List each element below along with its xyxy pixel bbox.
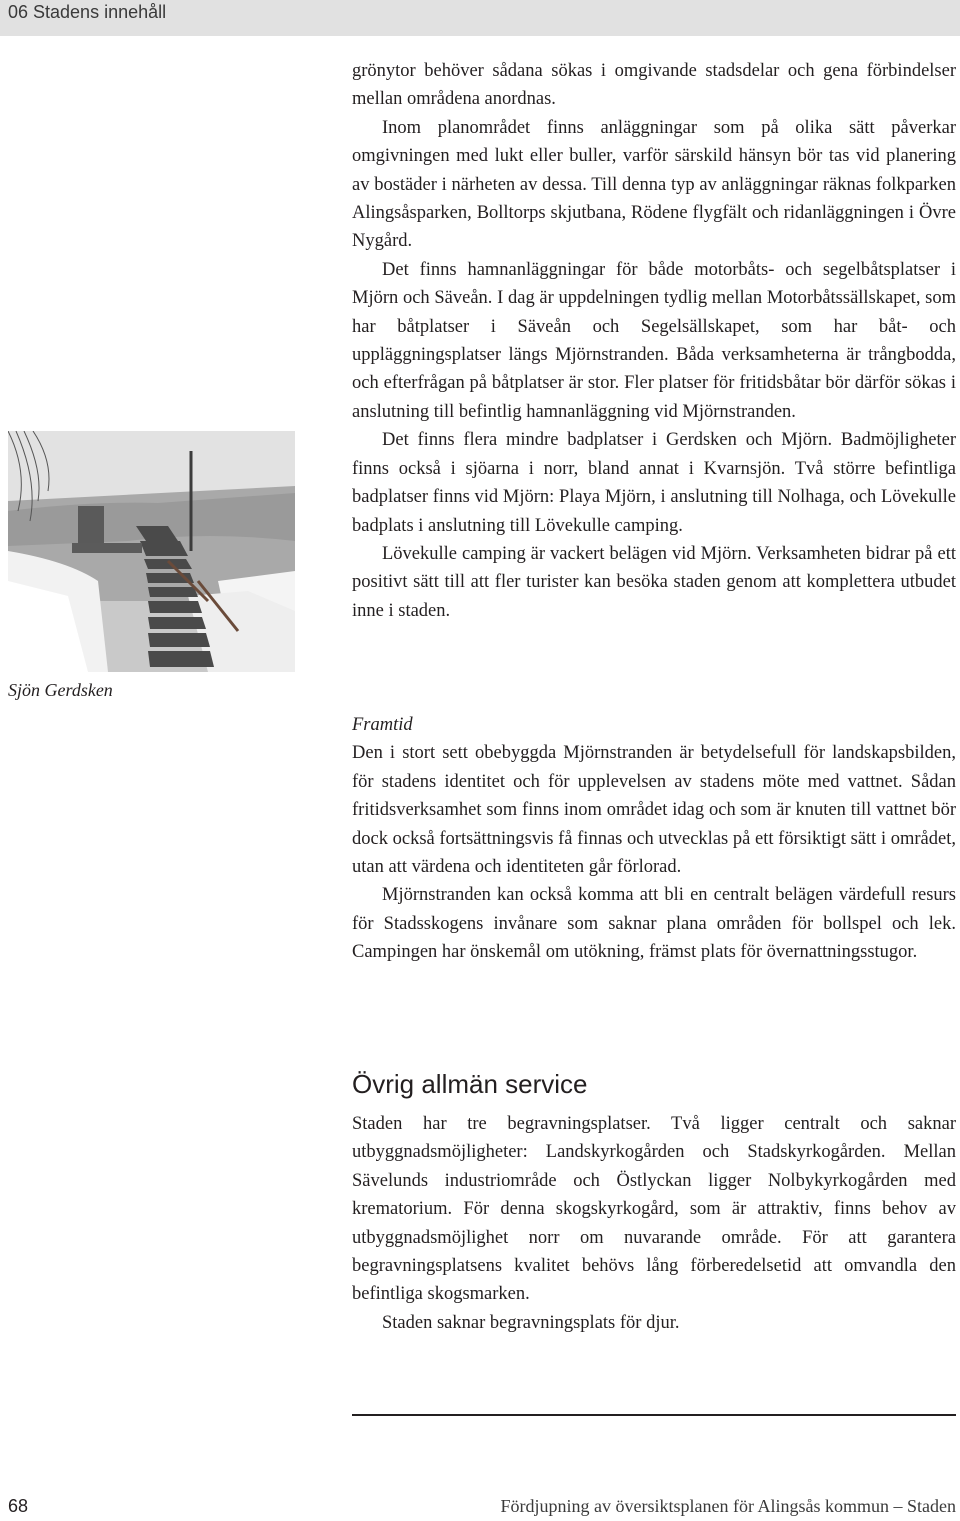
lake-photo <box>8 431 295 672</box>
footer-divider <box>352 1414 956 1416</box>
section-header: 06 Stadens innehåll <box>8 2 167 22</box>
framtid-heading: Framtid <box>352 715 413 735</box>
body-column-1 <box>352 57 956 625</box>
header-bar <box>0 0 960 36</box>
paragraph: Inom planområdet finns anläggningar som på olika sätt påverkar omgivningen med lukt eller buller, varför särskild hänsyn bör tas vid planering av bostäder i närheten av dessa. Till denna typ av anläggningar räknas folkparken Alingsåsparken, Bolltorps skjutbana, Rödene flygfält och ridanläggningen i Övre Nygård. <box>352 117 956 252</box>
paragraph: Mjörnstranden kan också komma att bli en centralt belägen värdefull resurs för Stadsskogens invånare som saknar plana områden för bollspel och lek. Campingen har önskemål om utökning, främst plats för övernattningsstugor. <box>352 885 956 963</box>
paragraph: Det finns hamnanläggningar för både motorbåts- och segelbåtsplatser i Mjörn och Säveån. I dag är uppdelningen tydlig mellan Motorbåtssällskapet, som har båtplatser i Säveån och Segelsällskapet, som har båt- och uppläggningsplatser längs Mjörnstranden. Båda verksamheterna är trångbodda, och efterfrågan på båtplatser är stor. Fler platser för fritidsbåtar bör därför sökas i anslutning till befintlig hamnanläggning vid Mjörnstranden. <box>352 259 956 422</box>
footer-document-title: Fördjupning av översiktsplanen för Alingsås kommun – Staden <box>500 1496 956 1516</box>
service-section <box>352 1110 956 1337</box>
framtid-section <box>352 711 956 967</box>
section-title: Övrig allmän service <box>352 1069 588 1099</box>
paragraph: Den i stort sett obebyggda Mjörnstranden är betydelsefull för landskapsbilden, för stadens identitet och för upplevelsen av stadens möte med vattnet. Sådan fritidsverksamhet som finns inom området idag och som är knuten till vattnet bör dock också fortsättningsvis få finnas och utvecklas på ett försiktigt sätt i området, utan att värdena och identiteten går förlorad. <box>352 743 956 878</box>
paragraph: grönytor behöver sådana sökas i omgivande stadsdelar och gena förbindelser mellan områdena anordnas. <box>352 61 956 110</box>
photo-caption: Sjön Gerdsken <box>8 680 113 700</box>
paragraph: Det finns flera mindre badplatser i Gerdsken och Mjörn. Badmöjligheter finns också i sjöarna i norr, bland annat i Kvarnsjön. Två större befintliga badplatser finns vid Mjörn: Playa Mjörn, i anslutning till Nolhaga, och Lövekulle badplats i anslutning till Lövekulle camping. <box>352 430 956 536</box>
paragraph: Staden saknar begravningsplats för djur. <box>382 1312 680 1333</box>
page-number: 68 <box>8 1496 29 1516</box>
paragraph: Lövekulle camping är vackert belägen vid Mjörn. Verksamheten bidrar på ett positivt sätt till att fler turister kan besöka staden genom att komplettera utbudet inne i staden. <box>352 543 956 621</box>
paragraph: Staden har tre begravningsplatser. Två ligger centralt och saknar utbyggnadsmöjligheter: Landskyrkogården och Stadskyrkogården. Mellan Sävelunds industriområde och Östlyckan ligger Nolbykyrkogården med krematorium. För denna skogskyrkogård, som är attraktiv, finns behov av utbyggnadsmöjlighet norr om nuvarande område. För att garantera begravningsplatsens kvalitet behövs lång förberedelsetid att omvandla den befintliga skogsmarken. <box>352 1114 956 1305</box>
